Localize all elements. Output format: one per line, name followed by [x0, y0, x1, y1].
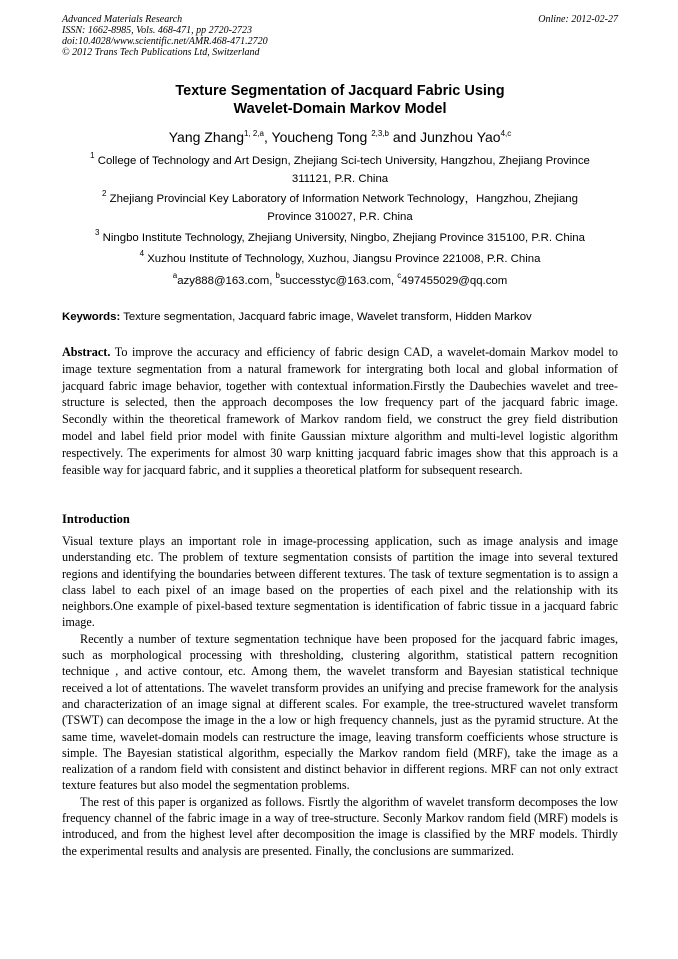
keywords-label: Keywords:	[62, 311, 121, 323]
author-name: Youcheng Tong	[271, 129, 372, 145]
affiliation-text: Province 310027, P.R. China	[267, 210, 413, 223]
affiliation-number: 1	[90, 151, 95, 160]
title-line-2: Wavelet-Domain Markov Model	[233, 101, 447, 117]
copyright-line: © 2012 Trans Tech Publications Ltd, Switzerland	[62, 47, 260, 58]
author-name: Yang Zhang	[168, 129, 244, 145]
email-superscript: b	[275, 271, 280, 280]
email-superscript: a	[172, 271, 178, 280]
author-separator: and	[388, 129, 421, 145]
affiliation-3	[62, 230, 618, 248]
abstract-text: To improve the accuracy and efficiency of fabric design CAD, a wavelet-domain Markov model to image texture segmentation from a natural framework for intergrating both local and global information of jacquard fabric image behavior, together with contextual information.Firstly the Daubechies wavelet and tree-structure is selected, then the approach decomposes the low frequency part of the jacquard fabric image. Secondly within the theoretical framework of Markov random field, we construct the grey field distribution model and label field prior model with finite Gaussian mixture algorithm and multi-level logistic algorithm respectively. The experiments for almost 30 warp knitting jacquard fabric images show that this approach is a feasible way for jacquard fabric, and it supplies a theoretical platform for subsequent research.	[62, 345, 618, 477]
author-list	[62, 128, 618, 146]
section-heading-introduction: Introduction	[62, 512, 130, 526]
email-superscript: c	[397, 271, 402, 280]
introduction-body	[62, 533, 618, 859]
affiliation-text: Ningbo Institute Technology, Zhejiang University, Ningbo, Zhejiang Province 315100, P.R. China	[102, 232, 585, 244]
affiliation-4	[62, 251, 618, 269]
affiliation-2	[62, 191, 618, 226]
issn-line: ISSN: 1662-8985, Vols. 468-471, pp 2720-2723	[62, 25, 252, 36]
affiliation-number: 3	[95, 228, 100, 237]
affiliation-1	[62, 153, 618, 188]
paper-title	[62, 82, 618, 118]
journal-name: Advanced Materials Research	[62, 14, 183, 25]
email-link[interactable]: azy888@163.com,	[177, 275, 276, 287]
author-separator: ,	[264, 129, 272, 145]
affiliation-text: Xuzhou Institute of Technology, Xuzhou, Jiangsu Province 221008, P.R. China	[147, 253, 541, 265]
affiliation-number: 4	[139, 249, 145, 258]
email-link[interactable]: successtyc@163.com,	[279, 275, 398, 287]
doi-line[interactable]: doi:10.4028/www.scientific.net/AMR.468-471.2720	[62, 36, 268, 47]
affiliation-text: College of Technology and Art Design, Zhejiang Sci-tech University, Hangzhou, Zhejiang Province	[97, 155, 590, 167]
author-name: Junzhou Yao	[420, 129, 501, 145]
body-paragraph: Recently a number of texture segmentation technique have been proposed for the jacquard fabric images, such as morphological processing with thresholding, clustering algorithm, statistical pattern recognition technique , and active contour, etc. Among them, the wavelet transform and Bayesian statistical technique received a lot of attentations. The wavelet transform provides an unifying and precise framework for the analysis and characterization of an image signal at different scales. For example, the tree-structured wavelet transform (TSWT) can decompose the image in the a low or high frequency channels, just as the pyramid structure. At the same time, wavelet-domain models can restructure the image, leaving transform coefficients whose structure is simple. The Bayesian statistical algorithm, especially the Markov random field (MRF), take the image as a realization of a random field with consistent and distinct behavior in different regions. MRF can not only extract texture features but also model the segmentation problems.	[62, 631, 618, 793]
author-superscript: 4,c	[500, 129, 512, 138]
email-line	[62, 273, 618, 291]
body-paragraph: Visual texture plays an important role in image-processing application, such as image analysis and image understanding etc. The problem of texture segmentation consists of partition the image into several textured regions and identifying the boundaries between different textures. The task of texture segmentation is to assign a class label to each pixel of an image based on the properties of each pixel and the relationship with its neighbors.One example of pixel-based texture segmentation is identification of fabric tissue in a jacquard fabric image.	[62, 534, 618, 630]
online-date: Online: 2012-02-27	[538, 14, 618, 25]
affiliation-text: 311121, P.R. China	[291, 172, 389, 185]
abstract-label: Abstract.	[62, 345, 111, 359]
affiliation-text: Zhejiang Provincial Key Laboratory of Information Network Technology，Hangzhou, Zhejiang	[109, 193, 578, 205]
title-line-1: Texture Segmentation of Jacquard Fabric Using	[175, 83, 505, 99]
keywords-section	[62, 309, 622, 325]
email-link[interactable]: 497455029@qq.com	[401, 275, 508, 287]
affiliation-number: 2	[102, 189, 107, 198]
abstract-section	[62, 344, 618, 478]
body-paragraph: The rest of this paper is organized as follows. Fisrtly the algorithm of wavelet transform decomposes the low frequency channel of the fabric image in a way of tree-structure. Seconly Markov random field (MRF) models is introduced, and from the highest level after decomposition the image is classified by the MRF models. Thirdly the experimental results and analysis are presented. Finally, the conclusions are summarized.	[62, 794, 618, 858]
author-superscript: 2,3,b	[371, 129, 389, 138]
keywords-text: Texture segmentation, Jacquard fabric image, Wavelet transform, Hidden Markov	[120, 311, 532, 323]
journal-header	[62, 14, 618, 58]
author-superscript: 1, 2,a	[243, 129, 264, 138]
